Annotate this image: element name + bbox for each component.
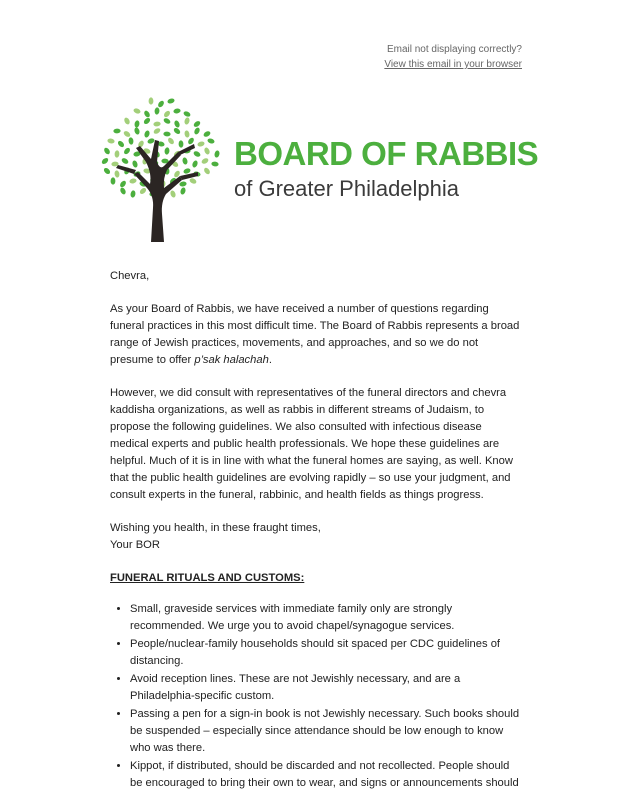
- signature: Your BOR: [110, 539, 160, 551]
- tree-leaf: [193, 120, 202, 128]
- tree-leaf: [119, 180, 127, 189]
- tree-leaf: [183, 168, 191, 175]
- paragraph-intro-end: .: [268, 354, 272, 366]
- paragraph-intro-text: As your Board of Rabbis, we have received a number of questions regarding funeral practices in this most difficult time. The Board of Rabbis represents a broad range of Jewish practices, movements, and approaches, and so we do not presume to offer: [110, 303, 520, 366]
- tree-leaf: [173, 127, 182, 135]
- tree-leaf: [107, 138, 115, 144]
- tree-leaf: [128, 137, 134, 145]
- tree-leaf: [121, 157, 130, 165]
- preheader: [384, 42, 522, 72]
- tree-leaf: [203, 130, 212, 138]
- tree-leaf: [193, 150, 202, 158]
- tree-leaf: [184, 117, 190, 125]
- tree-leaf: [130, 190, 136, 198]
- tree-leaf: [167, 137, 175, 146]
- tree-leaf: [173, 120, 180, 128]
- board-of-rabbis-logo[interactable]: [94, 96, 539, 216]
- tree-leaf: [103, 167, 112, 175]
- tree-leaf: [134, 120, 140, 128]
- org-subtitle: of Greater Philadelphia: [234, 176, 460, 201]
- tree-leaf: [193, 127, 200, 136]
- tree-leaf: [114, 170, 120, 178]
- salutation: Chevra,: [110, 270, 150, 282]
- tree-leaf: [173, 108, 181, 114]
- tree-leaf: [114, 150, 119, 157]
- tree-leaf: [163, 131, 171, 136]
- tree-leaf: [147, 137, 156, 144]
- tree-leaf: [178, 140, 183, 147]
- tree-leaf: [164, 147, 170, 155]
- tree-leaf: [113, 129, 120, 134]
- closing-line: Wishing you health, in these fraught times,: [110, 522, 321, 534]
- list-item: • Kippot, if distributed, should be discarded and not recollected. People should be encouraged to bring their own to wear, and signs or announcements should: [130, 758, 522, 792]
- list-item: • Small, graveside services with immediate family only are strongly recommended. We urge you to avoid chapel/synagogue services.: [130, 601, 522, 635]
- tree-leaf: [143, 117, 152, 125]
- tree-icon: [94, 96, 220, 242]
- tree-leaf: [180, 187, 187, 195]
- tree-leaf: [119, 187, 126, 196]
- list-item: • Avoid reception lines. These are not Jewishly necessary, and are a Philadelphia-specific custom.: [130, 671, 522, 705]
- tree-leaf: [132, 160, 139, 168]
- letter-body: [110, 268, 522, 793]
- tree-leaf: [139, 187, 148, 195]
- tree-leaf: [184, 130, 190, 138]
- tree-leaf: [123, 117, 131, 126]
- tree-leaf: [207, 138, 215, 145]
- tree-leaf: [179, 181, 187, 187]
- tree-leaf: [187, 137, 195, 146]
- psak-halachah-term: p’sak halachah: [194, 354, 269, 366]
- tree-leaf: [197, 141, 205, 148]
- tree-leaf: [149, 97, 154, 104]
- tree-leaf: [203, 147, 210, 156]
- tree-leaf: [153, 121, 161, 127]
- tree-leaf: [117, 140, 125, 149]
- view-in-browser-link[interactable]: View this email in your browser: [384, 59, 522, 70]
- preheader-notice: Email not displaying correctly?: [386, 44, 522, 55]
- tree-leaf: [167, 98, 175, 105]
- tree-leaf: [123, 130, 132, 138]
- tree-leaf: [129, 178, 137, 184]
- tree-leaf: [103, 147, 111, 156]
- tree-leaf: [143, 110, 151, 119]
- section-heading: FUNERAL RITUALS AND CUSTOMS:: [110, 572, 305, 584]
- list-item: • People/nuclear-family households should sit spaced per CDC guidelines of distancing.: [130, 636, 522, 670]
- tree-leaf: [169, 190, 176, 198]
- tree-leaf: [189, 177, 198, 185]
- tree-leaf: [211, 161, 219, 167]
- tree-leaf: [111, 177, 116, 184]
- tree-leaf: [183, 110, 192, 117]
- org-name: BOARD OF RABBIS: [234, 135, 539, 172]
- tree-leaf: [123, 147, 131, 156]
- tree-leaf: [134, 127, 141, 135]
- tree-leaf: [101, 157, 110, 165]
- tree-leaf: [144, 130, 151, 138]
- tree-leaf: [163, 117, 172, 125]
- tree-leaf: [133, 107, 141, 114]
- list-item: • Passing a pen for a sign-in book is not Jewishly necessary. Such books should be suspended – especially since attendance should be low enough to know who was there.: [130, 706, 522, 757]
- tree-leaf: [182, 157, 188, 165]
- guidelines-list: [110, 601, 522, 792]
- tree-leaf: [153, 127, 162, 135]
- tree-leaf: [163, 110, 171, 119]
- tree-leaf: [214, 150, 220, 158]
- tree-leaf: [191, 160, 198, 169]
- paragraph-consultation: However, we did consult with representatives of the funeral directors and chevra kaddisha organizations, as well as rabbis in different streams of Judaism, to propose the following guidelines. We also consulted with infectious disease medical experts and public health professionals. We hope these guidelines are helpful. Much of it is in line with what the funeral homes are saying, as well. Know that the public health guidelines are evolving rapidly – so use your judgment, and consult experts in the funeral, rabbinic, and health fields as things progress.: [110, 387, 513, 501]
- paragraph-intro: [110, 301, 522, 369]
- tree-leaf: [201, 157, 210, 165]
- tree-leaf: [203, 167, 211, 176]
- tree-leaf: [157, 100, 165, 109]
- tree-leaf: [154, 107, 159, 115]
